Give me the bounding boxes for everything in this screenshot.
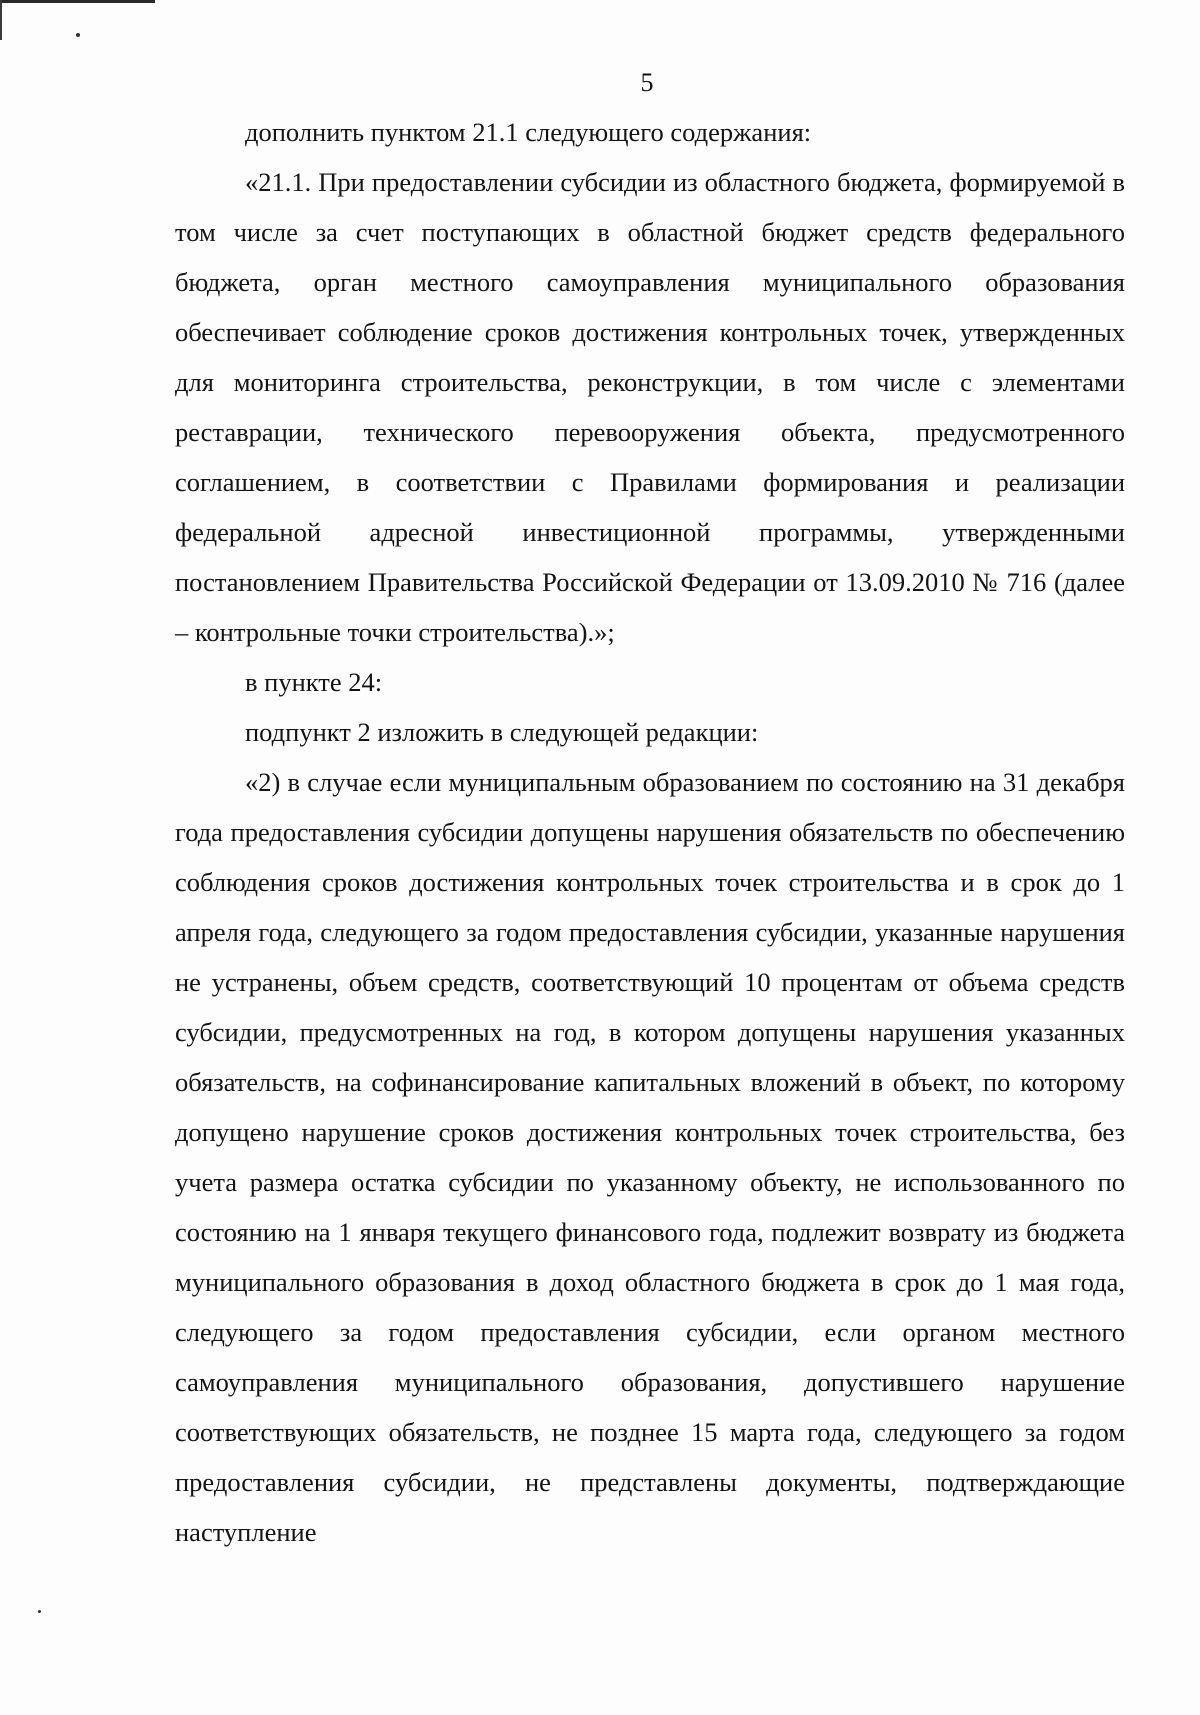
paragraph-2: «21.1. При предоставлении субсидии из областного бюджета, формируемой в том числе за счет поступающих в областной бюджет средств федерального бюджета, орган местного самоуправления муниципального образования обеспечивает соблюдение сроков достижения контрольных точек, утвержденных для мониторинга строительства, реконструкции, в том числе с элементами реставрации, технического перевооружения объекта, предусмотренного соглашением, в соответствии с Правилами формирования и реализации федеральной адресной инвестиционной программы, утвержденными постановлением Правительства Российской Федерации от 13.09.2010 № 716 (далее – контрольные точки строительства).»; — [175, 167, 1125, 647]
paragraph-5: «2) в случае если муниципальным образованием по состоянию на 31 декабря года предоставления субсидии допущены нарушения обязательств по обеспечению соблюдения сроков достижения контрольных точек строительства и в срок до 1 апреля года, следующего за годом предоставления субсидии, указанные нарушения не устранены, объем средств, соответствующий 10 процентам от объема средств субсидии, предусмотренных на год, в котором допущены нарушения указанных обязательств, на софинансирование капитальных вложений в объект, по которому допущено нарушение сроков достижения контрольных точек строительства, без учета размера остатка субсидии по указанному объекту, не использованного по состоянию на 1 января текущего финансового года, подлежит возврату из бюджета муниципального образования в доход областного бюджета в срок до 1 мая года, следующего за годом предоставления субсидии, если органом местного самоуправления муниципального образования, допустившего нарушение соответствующих обязательств, не позднее 15 марта года, следующего за годом предоставления субсидии, не представлены документы, подтверждающие наступление — [175, 767, 1125, 1547]
page-number: 5 — [640, 68, 654, 97]
paragraph-1: дополнить пунктом 21.1 следующего содержания: — [245, 117, 812, 147]
scan-edge-mark — [0, 0, 155, 3]
scan-left-mark — [0, 0, 2, 40]
scan-speck — [38, 1610, 41, 1613]
paragraph-4: подпункт 2 изложить в следующей редакции: — [245, 717, 759, 747]
paragraph-3: в пункте 24: — [245, 667, 383, 697]
document-body — [175, 107, 1125, 1557]
scan-speck — [76, 33, 80, 37]
